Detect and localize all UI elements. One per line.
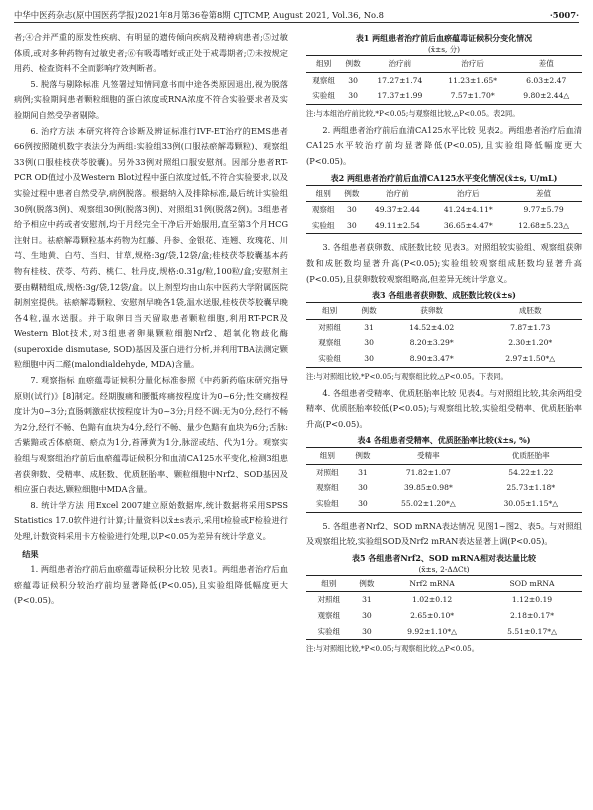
- table4-header: 例数: [349, 448, 377, 465]
- right-column: [306, 30, 582, 658]
- table5-header: Nrf2 mRNA: [382, 575, 482, 592]
- table5-header: SOD mRNA: [482, 575, 582, 592]
- table3-note: 注:与对照组比较,*P<0.05;与观察组比较,△P<0.05。下表同。: [306, 371, 508, 381]
- result-3-text: 3. 各组患者获卵数、成胚数比较 见表3。对照组较实验组、观察组获卵数和成胚数均显著升高(P<0.05);实验组较观察组成胚数均显著升高(P<0.05),且获卵数较观察组略高,但差异无统计学意义。: [306, 242, 582, 284]
- result-5-text: 5. 各组患者Nrf2、SOD mRNA表达情况 见图1~图2、表5。与对照组及观察组比较,实验组SOD及Nrf2 mRAN表达显著上调(P<0.05)。: [306, 520, 582, 547]
- table-row: 对照组 31 1.02±0.12 1.12±0.19: [317, 595, 553, 605]
- table1: [306, 55, 582, 105]
- table1-caption: 表1 两组患者治疗前后血瘀蕴毒证候积分变化情况 (x̄±s, 分): [355, 33, 533, 54]
- table-row: 实验组 30 49.11±2.54 36.65±4.47* 12.68±5.23△: [311, 220, 569, 230]
- table5-header: 例数: [352, 575, 382, 592]
- table1-header: 例数: [341, 56, 365, 73]
- table4: [306, 447, 582, 512]
- result-1-text: 1. 两组患者治疗前后血瘀蕴毒证候积分比较 见表1。两组患者治疗后血瘀蕴毒证候积分较治疗前均显著降低(P<0.05),且实验组降低幅度更大(P<0.05)。: [14, 564, 288, 606]
- table3-caption: 表3 各组患者获卵数、成胚数比较(x̄±s): [372, 290, 516, 301]
- table-row: 对照组 31 14.52±4.02 7.87±1.73: [318, 322, 551, 332]
- table-row: 观察组 30 17.27±1.74 11.23±1.65* 6.03±2.47: [312, 75, 567, 85]
- running-header: [14, 8, 579, 23]
- table-row: 对照组 31 71.82±1.07 54.22±1.22: [315, 467, 554, 477]
- table-row: 观察组 30 49.37±2.44 41.24±4.11* 9.77±5.79: [311, 205, 564, 215]
- table3-header: 组别: [306, 303, 353, 320]
- table4-header: 优质胚胎率: [480, 448, 582, 465]
- table-row: 实验组 30 9.92±1.10*△ 5.51±0.17*△: [317, 626, 557, 636]
- table5-header: 组别: [306, 575, 352, 592]
- table1-header: 治疗前: [365, 56, 435, 73]
- table-row: 实验组 30 8.90±3.47* 2.97±1.50*△: [318, 353, 556, 363]
- statistical-methods: 8. 统计学方法 用Excel 2007建立原始数据库,统计数据将采用SPSS Statistics 17.0软件进行计算;计量资料以x̄±s表示,采用t检验或F检验进行处理,计数资料采用卡方检验进行处理,以P<0.05为差异有统计学意义。: [14, 499, 288, 541]
- table-row: 实验组 30 17.37±1.99 7.57±1.70* 9.80±2.44△: [312, 91, 570, 101]
- results-heading: 结果: [22, 548, 39, 559]
- exclusion-criteria-continued: 者;④合并严重的原发性疾病、有明显的遗传倾向疾病及精神病患者;⑤过敏体质,或对多种药物有过敏史者;⑥有吸毒嗜好或正处于戒毒期者;⑦未按规定用药、检查资料不全而影响疗效判断者。: [14, 32, 288, 74]
- table1-header: 组别: [306, 56, 341, 73]
- table2: [306, 185, 582, 235]
- treatment-method: 6. 治疗方法 本研究将符合诊断及辨证标准行IVF-ET治疗的EMS患者66例按照随机数字表法分为两组:实验组33例(口服祛瘀解毒颗粒)、观察组33例(口服桂枝茯苓胶囊)。另外33例对照组口服安慰剂。因部分患者RT-PCR OD值过小及Western Blot过程中蛋白浓度过低,不符合实验要求,以及实验过程中患者自然受孕,病例脱落。根据纳入及排除标准,最后统计实验组30例(脱落3例)、观察组30例(脱落3例)、对照组31例(脱落2例)。3组患者给予相应中药或者安慰剂,均于月经完全干净后开始服用,直至第3个月HCG注射日。祛瘀解毒颗粒基本药物为红藤、丹参、金银花、连翘、玫瑰花、川芎、生地黄、白芍、当归、甘草,规格:3g/袋,12袋/盒;桂枝茯苓胶囊基本药物有桂枝、茯苓、芍药、桃仁、牡丹皮,规格:0.31g/粒,100粒/盒;安慰剂主要由糊精组成,规格:3g/袋,12袋/盒。以上剂型均由山东中医药大学附属医院制剂室提供。祛瘀解毒颗粒、安慰剂早晚各1袋,温水送服,桂枝茯苓胶囊早晚各4粒,温水送服。并于取卵日当天留取患者颗粒细胞,利用RT-PCR及Western Blot技术,对3组患者卵巢颗粒细胞Nrf2、超氧化物歧化酶(superoxide dismutase, SOD)基因及蛋白进行分析,并利用TBA法测定颗粒细胞中丙二醛(malondialdehyde, MDA)含量。: [14, 125, 288, 370]
- table2-header: 差值: [505, 185, 582, 202]
- table4-caption: 表4 各组患者受精率、优质胚胎率比较(x̄±s, %): [357, 435, 531, 446]
- table-row: 观察组 30 8.20±3.29* 2.30±1.20*: [318, 338, 553, 348]
- table4-header: 受精率: [377, 448, 479, 465]
- dropout-criteria: 5. 脱落与剔除标准 凡签署过知情同意书而中途各类原因退出,视为脱落病例;实验期间患者颗粒细胞的蛋白浓度或RNA浓度不符合实验要求者及实验期间自然受孕者剔除。: [14, 78, 288, 120]
- result-4-text: 4. 各组患者受精率、优质胚胎率比较 见表4。与对照组比较,其余两组受精率、优质胚胎率较低(P<0.05);与观察组比较,实验组受精率、优质胚胎率升高(P<0.05)。: [306, 387, 582, 429]
- left-column: [14, 30, 288, 609]
- table2-header: 治疗前: [363, 185, 431, 202]
- table2-caption: 表2 两组患者治疗前后血清CA125水平变化情况(x̄±s, U/mL): [330, 172, 558, 183]
- table4-header: 组别: [306, 448, 349, 465]
- table-row: 实验组 30 55.02±1.20*△ 30.05±1.15*△: [315, 499, 559, 509]
- table5: [306, 575, 582, 640]
- table1-note: 注:与本组治疗前比较,*P<0.05;与观察组比较,△P<0.05。表2同。: [306, 108, 520, 118]
- table3-header: 成胚数: [478, 303, 582, 320]
- table-row: 观察组 30 39.85±0.98* 25.73±1.18*: [315, 483, 556, 493]
- table2-header: 组别: [306, 185, 340, 202]
- table1-header: 治疗后: [435, 56, 511, 73]
- table3: [306, 302, 582, 367]
- table-row: 观察组 30 2.65±0.10* 2.18±0.17*: [317, 611, 555, 621]
- observation-indexes: 7. 观察指标 血瘀蕴毒证候积分量化标准参照《中药新药临床研究指导原则(试行)》[8]制定。经期腹痛和腰骶疼痛按程度计为0~6分;性交痛按程度计为0~3分;直肠刺激症状按程度计为0~3分;月经不调:无为0分,经行不畅为2分,经行不畅、色黯有血块为4分,经行不畅、量少色黯有血块为6分;舌脉:舌紫黯或舌体瘀斑、瘀点为1分,苔薄黄为1分,脉涩或结、代为1分。观察实验组与观察组治疗前后血瘀蕴毒证候积分和血清CA125水平变化,检测3组患者获卵数、受精率、成胚数、优质胚胎率、颗粒细胞中Nrf2、SOD基因及相应蛋白表达,颗粒细胞中MDA含量。: [14, 375, 288, 495]
- result-2-text: 2. 两组患者治疗前后血清CA125水平比较 见表2。两组患者治疗后血清CA125水平较治疗前均显著降低(P<0.05),且实验组降低幅度更大(P<0.05)。: [306, 124, 582, 166]
- page-number: ·5007·: [549, 10, 579, 20]
- journal-citation: 中华中医药杂志(原中国医药学报)2021年8月第36卷第8期 CJTCMP, August 2021, Vol.36, No.8: [14, 10, 384, 20]
- table3-header: 例数: [353, 303, 385, 320]
- table5-caption: 表5 各组患者Nrf2、SOD mRNA相对表达量比较 (x̄±s, 2-ΔΔCt): [352, 552, 536, 574]
- table5-note: 注:与对照组比较,*P<0.05;与观察组比较,△P<0.05。: [306, 644, 479, 654]
- table2-header: 治疗后: [431, 185, 505, 202]
- table2-header: 例数: [340, 185, 363, 202]
- table3-header: 获卵数: [385, 303, 479, 320]
- table1-header: 差值: [511, 56, 582, 73]
